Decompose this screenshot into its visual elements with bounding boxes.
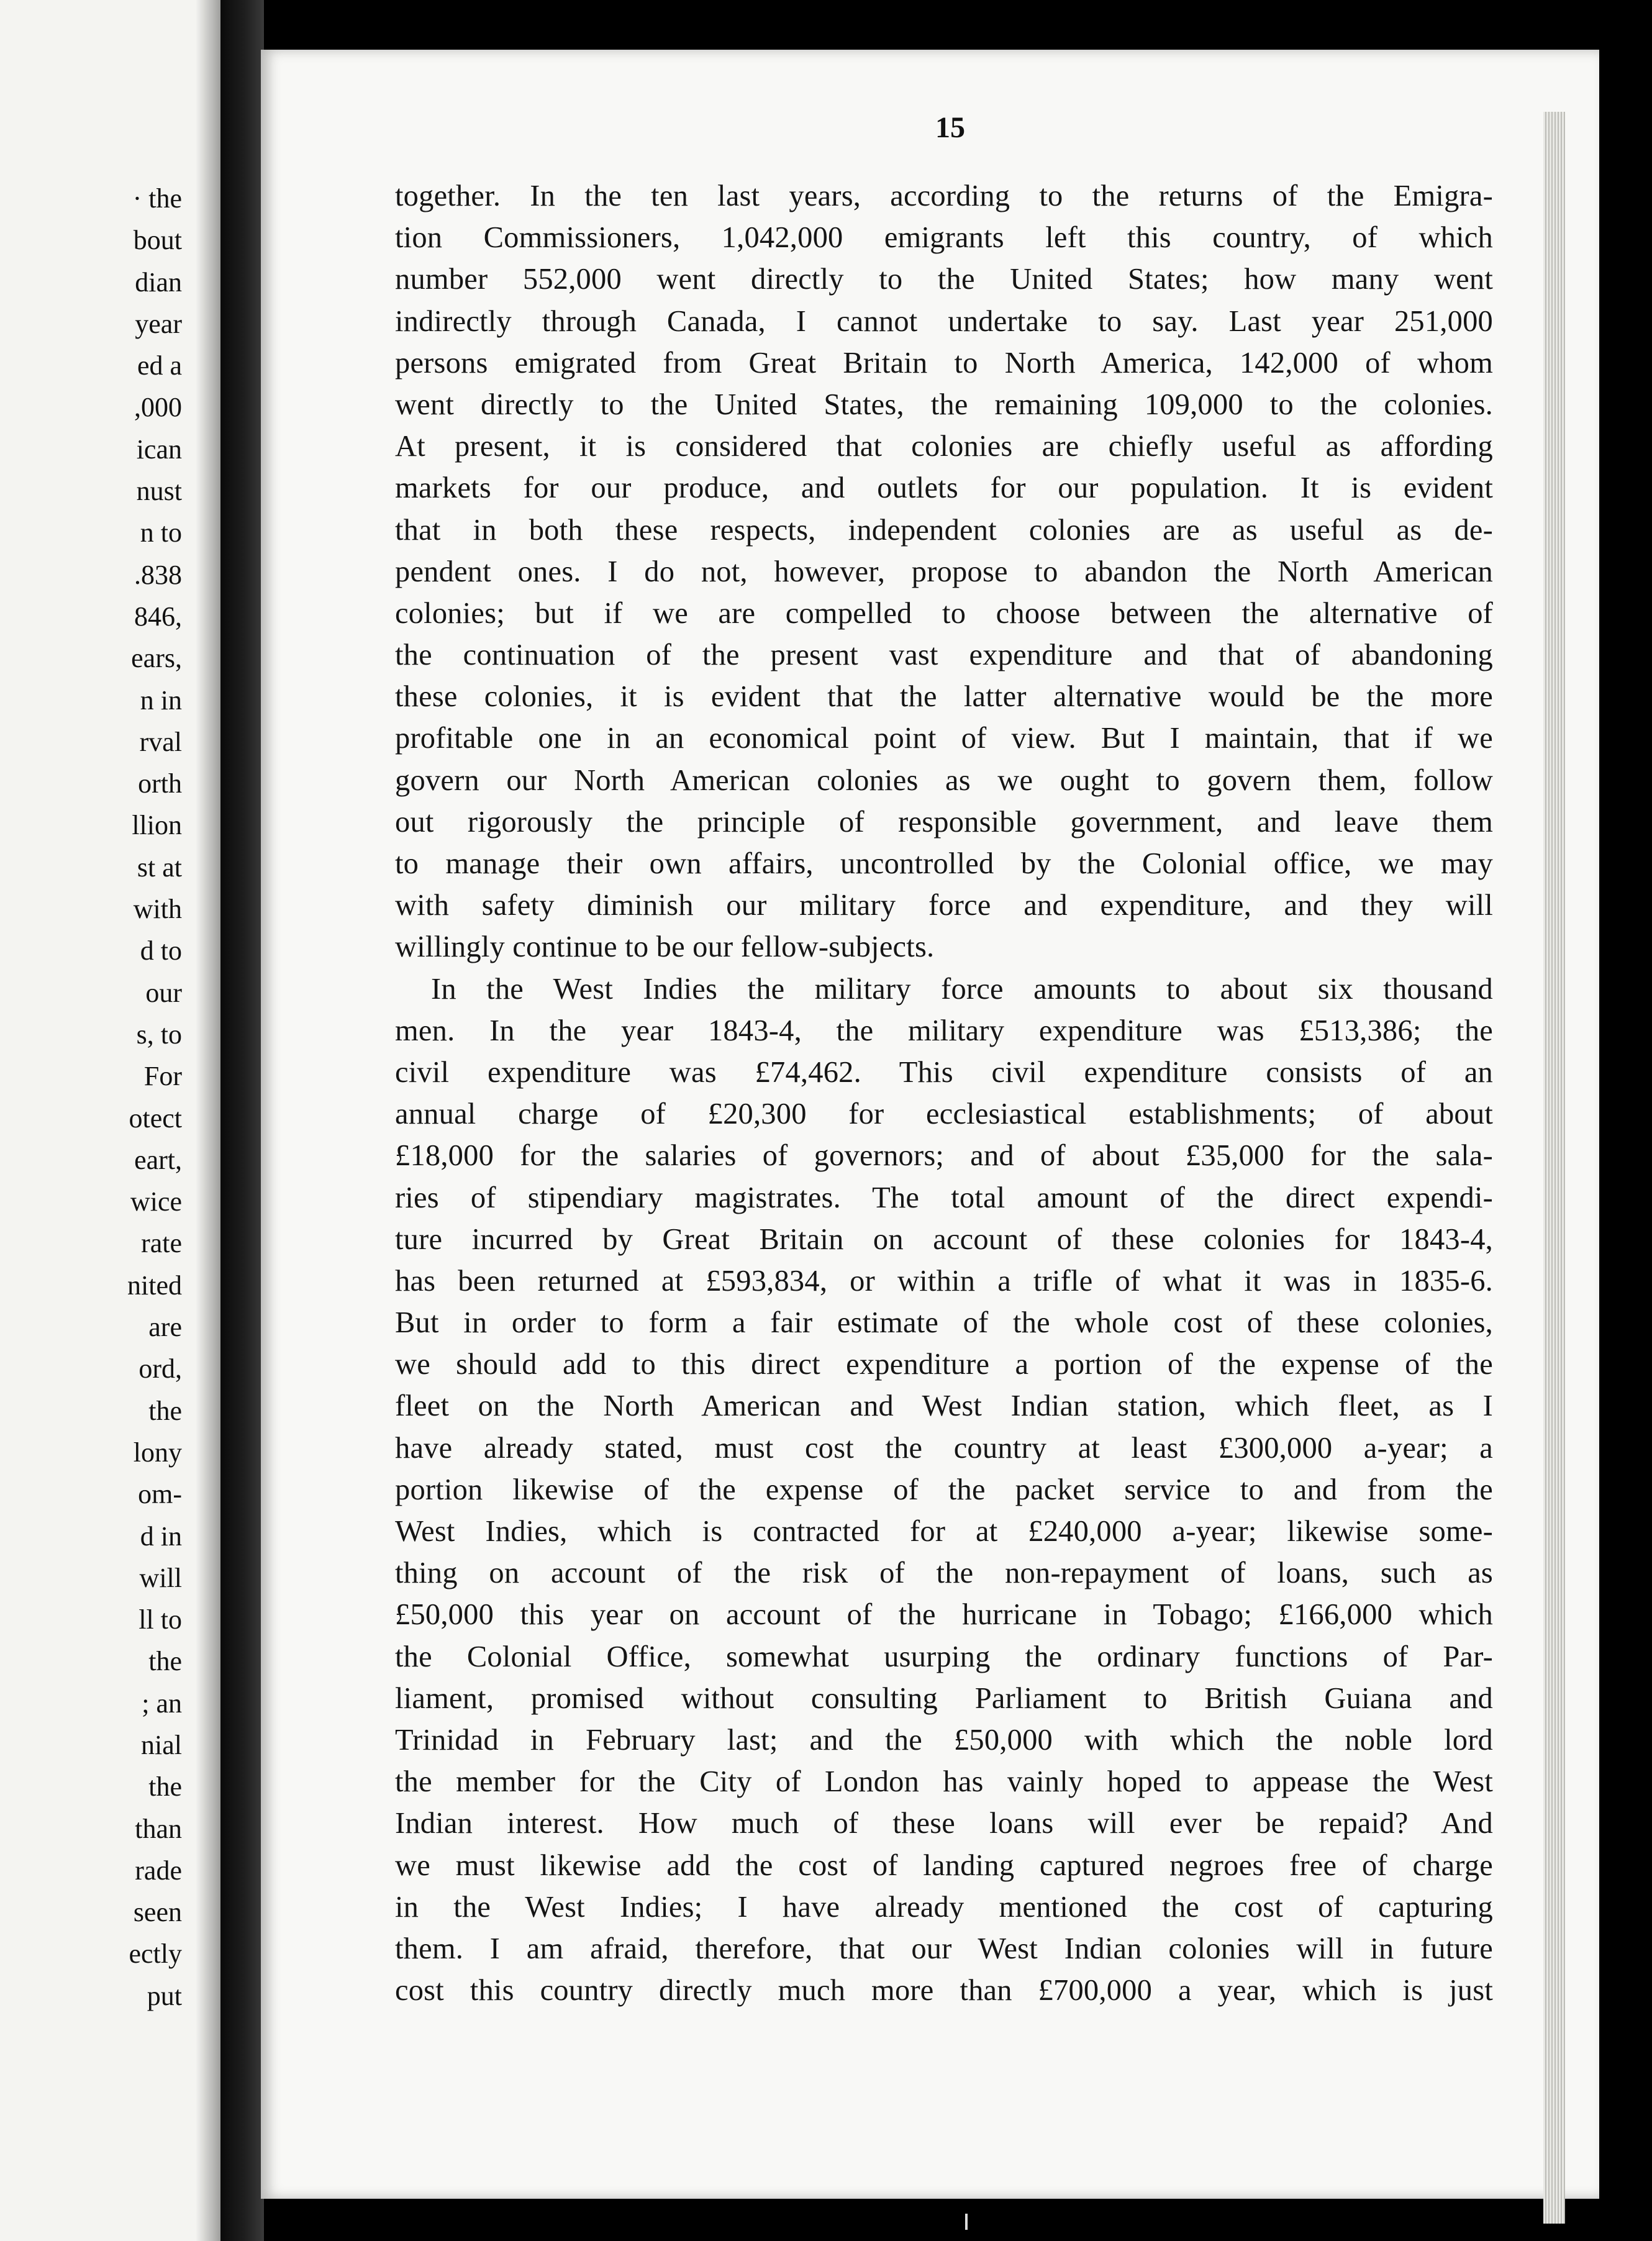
text-line: these colonies, it is evident that the latter alternative would be the more bbox=[395, 680, 1493, 714]
previous-page-line: rval bbox=[139, 726, 182, 757]
text-line: men. In the year 1843-4, the military expenditure was £513,386; the bbox=[395, 1014, 1493, 1047]
previous-page-line: the bbox=[148, 1646, 182, 1677]
text-line: fleet on the North American and West Indian station, which fleet, as I bbox=[395, 1389, 1493, 1423]
previous-page-line: seen bbox=[133, 1897, 182, 1928]
text-line: thing on account of the risk of the non-repayment of loans, such as bbox=[395, 1557, 1493, 1590]
text-line: West Indies, which is contracted for at £240,000 a-year; likewise some- bbox=[395, 1515, 1493, 1548]
text-line: portion likewise of the expense of the packet service to and from the bbox=[395, 1473, 1493, 1506]
previous-page-line: dian bbox=[135, 266, 182, 298]
previous-page-line: ll to bbox=[138, 1604, 182, 1635]
text-line: govern our North American colonies as we ought to govern them, follow bbox=[395, 763, 1493, 797]
previous-page-line: For bbox=[143, 1061, 182, 1092]
text-line: tion Commissioners, 1,042,000 emigrants left this country, of which bbox=[395, 221, 1493, 255]
previous-page-line: the bbox=[148, 1395, 182, 1426]
text-line: them. I am afraid, therefore, that our West Indian colonies will in future bbox=[395, 1932, 1493, 1965]
previous-page-line: st at bbox=[137, 852, 182, 883]
text-line: the continuation of the present vast expenditure and that of abandoning bbox=[395, 639, 1493, 672]
previous-page-line: eart, bbox=[134, 1144, 182, 1175]
page-body-text bbox=[395, 175, 1493, 2011]
previous-page-line: wice bbox=[130, 1186, 182, 1217]
page-edges bbox=[1543, 112, 1565, 2224]
text-line: pendent ones. I do not, however, propose to abandon the North American bbox=[395, 555, 1493, 588]
previous-page-line: nited bbox=[127, 1270, 182, 1301]
text-line: ture incurred by Great Britain on account of these colonies for 1843-4, bbox=[395, 1222, 1493, 1256]
previous-page-line: with bbox=[133, 894, 182, 925]
paragraph-first-line: In the West Indies the military force amounts to about six thousand bbox=[431, 972, 1493, 1006]
previous-page-line: are bbox=[148, 1312, 182, 1343]
previous-page-line: om- bbox=[138, 1479, 182, 1510]
previous-page-line: nial bbox=[141, 1729, 182, 1760]
text-line: liament, promised without consulting Parliament to British Guiana and bbox=[395, 1681, 1493, 1715]
previous-page-line: n in bbox=[140, 684, 182, 716]
previous-page-line: d in bbox=[140, 1521, 182, 1552]
previous-page-line: bout bbox=[133, 225, 182, 256]
text-line: cost this country directly much more than £700,000 a year, which is just bbox=[395, 1974, 1493, 2007]
previous-page-line: .838 bbox=[134, 559, 182, 590]
previous-page-line: nust bbox=[136, 476, 182, 507]
text-line: But in order to form a fair estimate of the whole cost of these colonies, bbox=[395, 1306, 1493, 1340]
previous-page-line: lony bbox=[133, 1437, 182, 1468]
previous-page-line: ectly bbox=[129, 1939, 182, 1970]
text-line: £18,000 for the salaries of governors; and of about £35,000 for the sala- bbox=[395, 1139, 1493, 1173]
text-line: has been returned at £593,834, or within a trifle of what it was in 1835-6. bbox=[395, 1264, 1493, 1298]
previous-page-line: year bbox=[135, 308, 182, 339]
previous-page-line: ican bbox=[136, 434, 182, 465]
previous-page-line: than bbox=[135, 1813, 182, 1844]
text-line: Indian interest. How much of these loans will ever be repaid? And bbox=[395, 1807, 1493, 1840]
text-line: to manage their own affairs, uncontrolled by the Colonial office, we may bbox=[395, 847, 1493, 880]
previous-page-line: ears, bbox=[131, 643, 182, 674]
text-line: we must likewise add the cost of landing captured negroes free of charge bbox=[395, 1848, 1493, 1882]
previous-page-line: ; an bbox=[142, 1688, 182, 1719]
scan-speck bbox=[965, 2214, 968, 2230]
previous-page-line: · the bbox=[132, 183, 182, 214]
text-line: together. In the ten last years, according to the returns of the Emigra- bbox=[395, 180, 1493, 212]
text-line: that in both these respects, independent colonies are as useful as de- bbox=[395, 513, 1493, 547]
text-line: markets for our produce, and outlets for our population. It is evident bbox=[395, 471, 1493, 505]
previous-page-line: n to bbox=[140, 517, 182, 548]
text-line: went directly to the United States, the remaining 109,000 to the colonies. bbox=[395, 388, 1493, 421]
previous-page-line: orth bbox=[138, 768, 182, 799]
text-line: the Colonial Office, somewhat usurping the ordinary functions of Par- bbox=[395, 1640, 1493, 1673]
text-line: out rigorously the principle of responsible government, and leave them bbox=[395, 805, 1493, 839]
text-line: profitable one in an economical point of view. But I maintain, that if we bbox=[395, 722, 1493, 755]
book-gutter bbox=[220, 0, 264, 2241]
text-line: have already stated, must cost the country at least £300,000 a-year; a bbox=[395, 1431, 1493, 1465]
text-line: £50,000 this year on account of the hurricane in Tobago; £166,000 which bbox=[395, 1598, 1493, 1632]
previous-page-line: our bbox=[145, 977, 182, 1008]
previous-page-line: otect bbox=[129, 1102, 182, 1134]
text-line: indirectly through Canada, I cannot undertake to say. Last year 251,000 bbox=[395, 304, 1493, 338]
previous-page-strip bbox=[0, 0, 220, 2241]
text-line: annual charge of £20,300 for ecclesiastical establishments; of about bbox=[395, 1098, 1493, 1131]
previous-page-line: ord, bbox=[138, 1353, 182, 1384]
paragraph-last-line: willingly continue to be our fellow-subjects. bbox=[395, 930, 935, 964]
previous-page-line: ed a bbox=[137, 350, 182, 381]
text-line: with safety diminish our military force and expenditure, and they will bbox=[395, 889, 1493, 922]
text-line: number 552,000 went directly to the United States; how many went bbox=[395, 263, 1493, 296]
previous-page-text bbox=[127, 178, 182, 2017]
text-line: we should add to this direct expenditure a portion of the expense of the bbox=[395, 1348, 1493, 1381]
previous-page-line: ,000 bbox=[134, 392, 182, 423]
text-line: persons emigrated from Great Britain to North America, 142,000 of whom bbox=[395, 346, 1493, 380]
previous-page-line: rade bbox=[135, 1855, 182, 1886]
previous-page-line: s, to bbox=[136, 1019, 182, 1050]
page-number: 15 bbox=[935, 111, 965, 144]
text-line: colonies; but if we are compelled to choose between the alternative of bbox=[395, 596, 1493, 630]
text-line: At present, it is considered that colonies are chiefly useful as affording bbox=[395, 430, 1493, 463]
text-line: ries of stipendiary magistrates. The total amount of the direct expendi- bbox=[395, 1181, 1493, 1214]
text-line: civil expenditure was £74,462. This civil expenditure consists of an bbox=[395, 1055, 1493, 1089]
previous-page-line: d to bbox=[140, 935, 182, 966]
previous-page-line: the bbox=[148, 1771, 182, 1802]
text-line: the member for the City of London has vainly hoped to appease the West bbox=[395, 1765, 1493, 1799]
previous-page-line: put bbox=[147, 1980, 182, 2011]
previous-page-line: rate bbox=[141, 1228, 182, 1259]
previous-page-line: will bbox=[139, 1562, 182, 1593]
text-line: in the West Indies; I have already mentioned the cost of capturing bbox=[395, 1890, 1493, 1924]
text-line: Trinidad in February last; and the £50,000 with which the noble lord bbox=[395, 1723, 1493, 1757]
previous-page-line: llion bbox=[132, 810, 182, 841]
previous-page-line: 846, bbox=[134, 601, 182, 632]
